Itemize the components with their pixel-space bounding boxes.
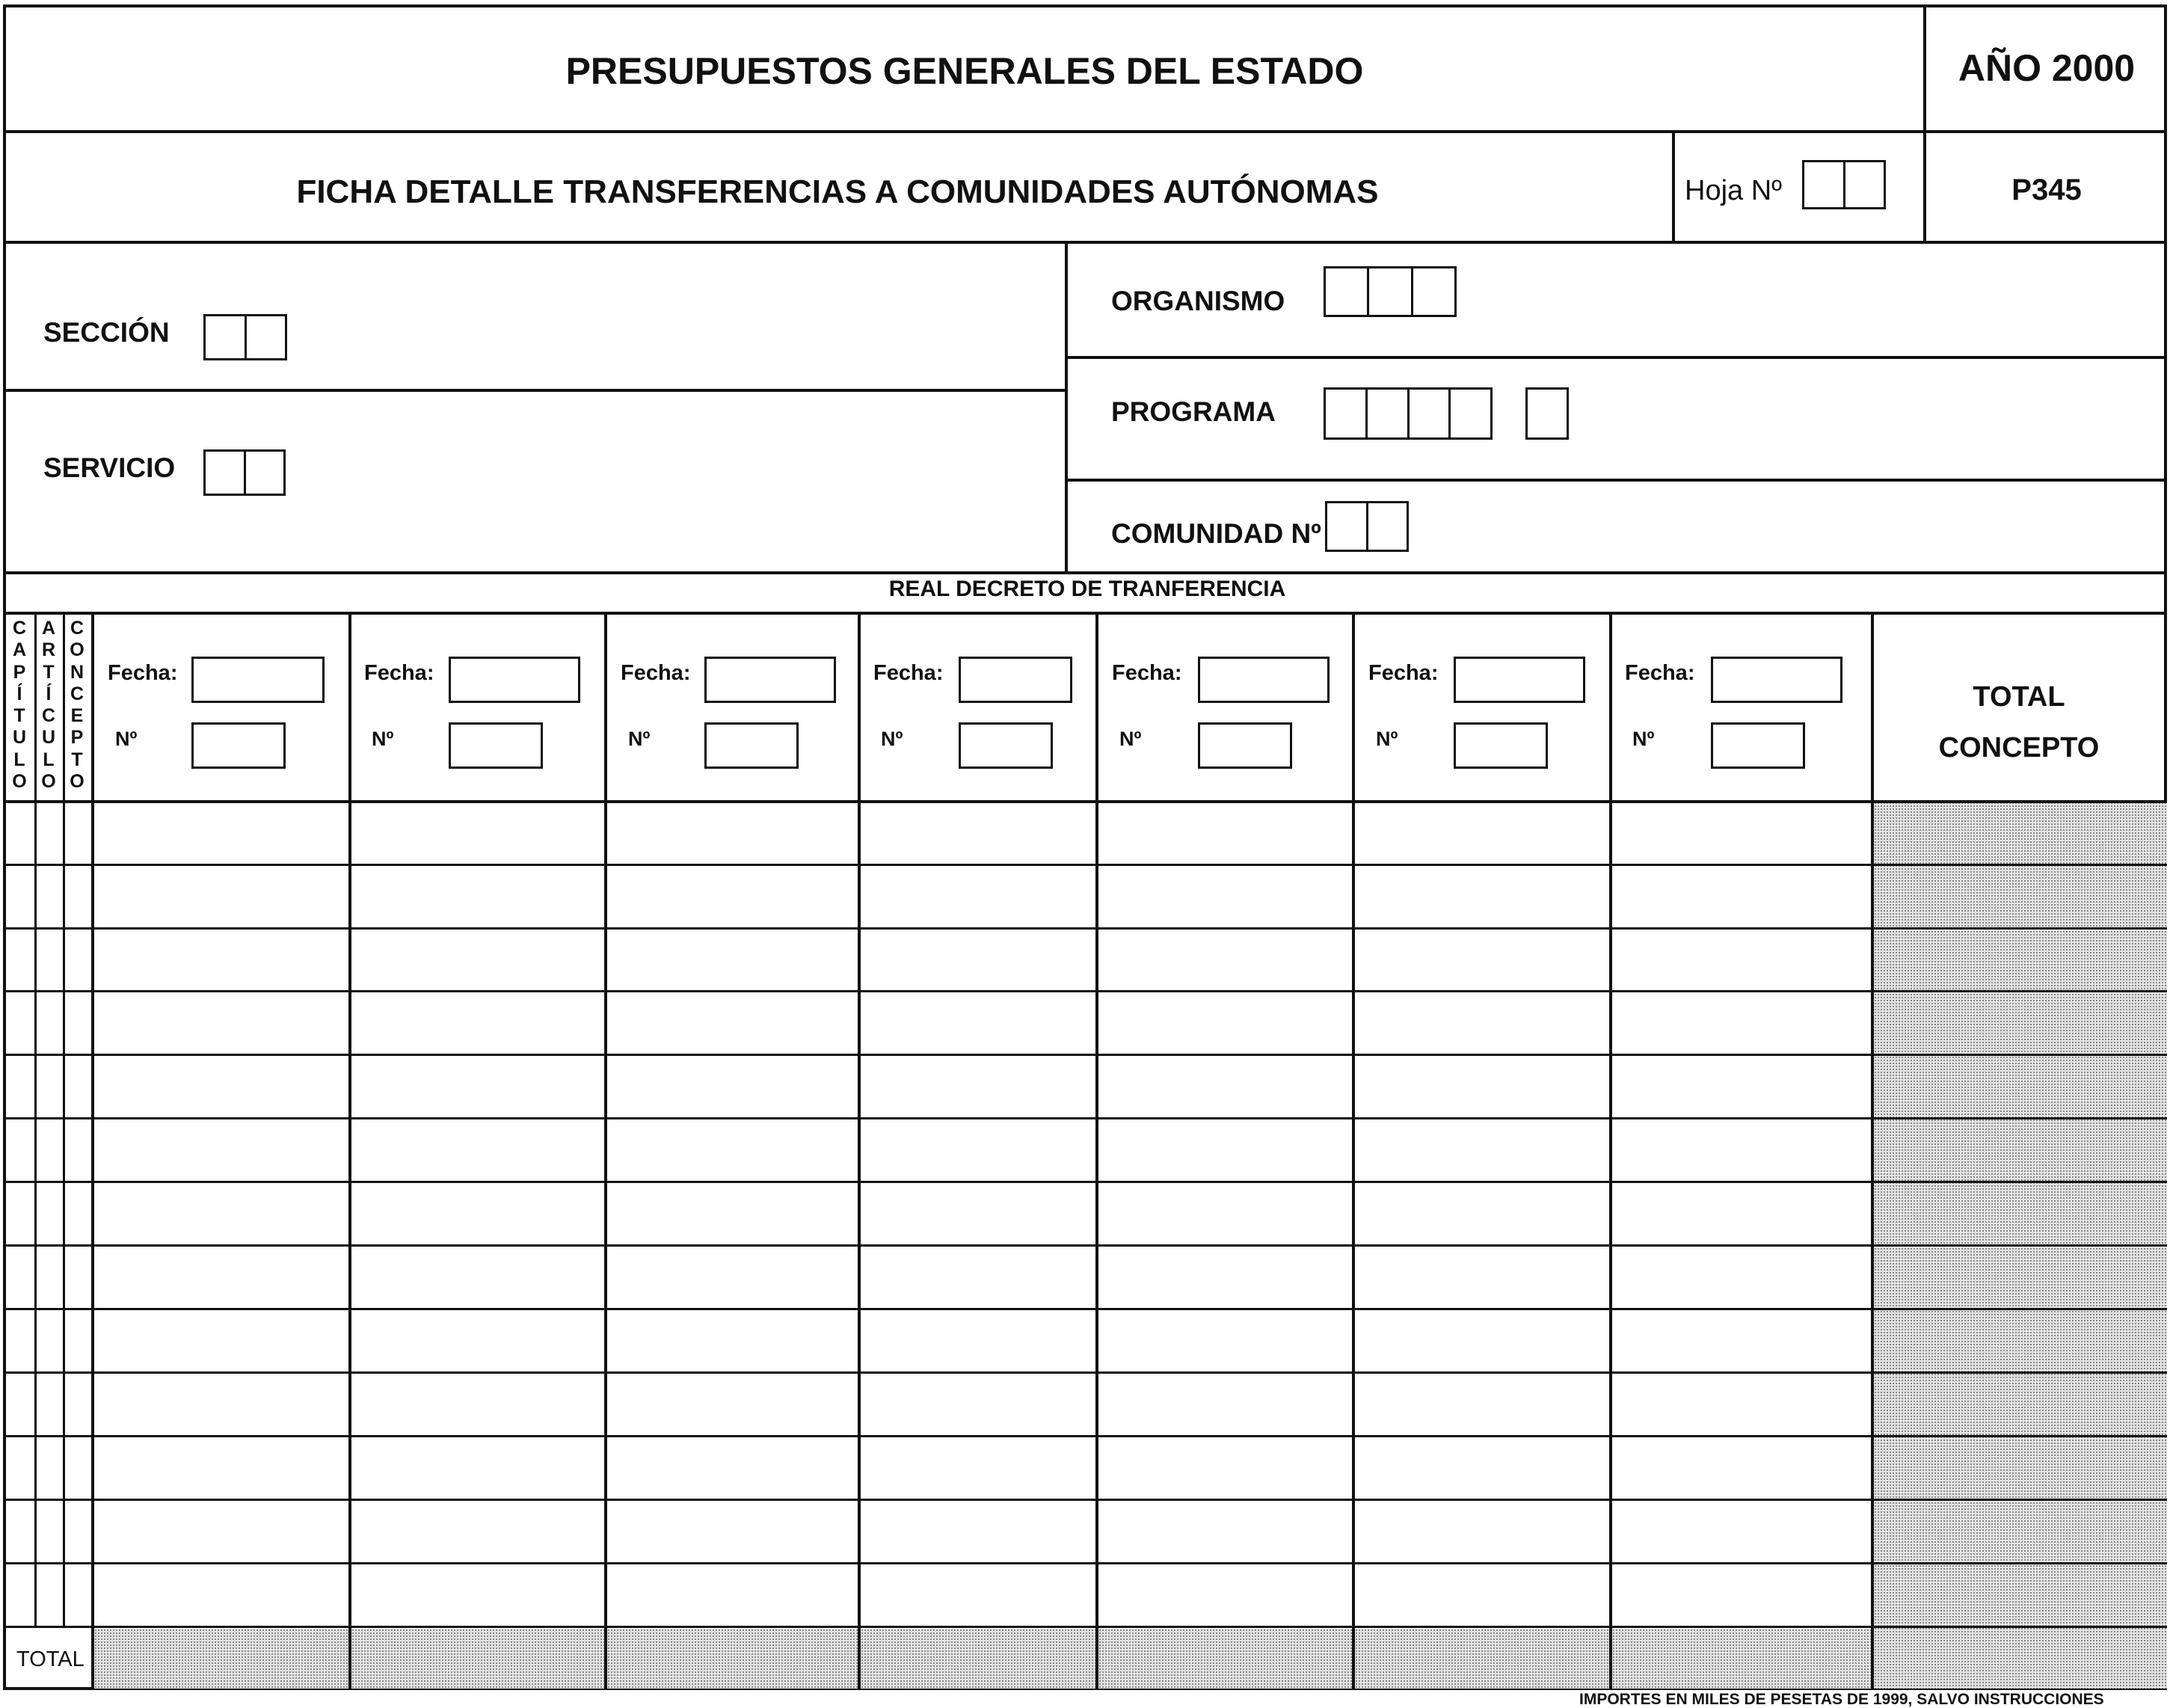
form-subtitle: FICHA DETALLE TRANSFERENCIAS A COMUNIDADES AUTÓNOMAS (296, 173, 1379, 210)
grid-line (3, 1117, 2167, 1119)
table-cell[interactable] (607, 1565, 856, 1624)
table-cell[interactable] (1355, 1120, 1608, 1179)
table-cell[interactable] (351, 1057, 603, 1116)
table-cell[interactable] (607, 1120, 856, 1179)
table-cell[interactable] (7, 1438, 33, 1497)
table-cell[interactable] (1098, 867, 1350, 926)
table-cell[interactable] (94, 803, 347, 862)
table-cell[interactable] (94, 1374, 347, 1434)
table-cell[interactable] (1098, 1247, 1350, 1306)
table-cell[interactable] (607, 1502, 856, 1561)
grid-line (3, 1435, 2167, 1437)
servicio-input[interactable] (203, 449, 286, 496)
grid-line (3, 1308, 2167, 1310)
table-cell[interactable] (94, 1120, 347, 1179)
table-cell[interactable] (66, 1565, 90, 1624)
table-cell[interactable] (351, 1311, 603, 1370)
table-cell[interactable] (66, 930, 90, 989)
table-cell[interactable] (351, 993, 603, 1052)
table-cell[interactable] (37, 1565, 61, 1624)
table-cell[interactable] (7, 1057, 33, 1116)
numero-input-1[interactable] (191, 722, 286, 769)
table-cell[interactable] (1612, 930, 1869, 989)
table-cell[interactable] (7, 867, 33, 926)
fecha-label-3: Fecha: (621, 661, 691, 685)
grid-line (3, 1371, 2167, 1374)
total-row-shaded-cell (861, 1629, 1095, 1689)
table-cell[interactable] (607, 1311, 856, 1370)
fecha-input-5[interactable] (1198, 657, 1330, 703)
vertical-header-letter: T (43, 661, 55, 683)
table-cell[interactable] (861, 867, 1094, 926)
fecha-input-3[interactable] (704, 657, 836, 703)
table-cell[interactable] (1612, 1184, 1869, 1243)
fecha-label-1: Fecha: (108, 661, 178, 685)
table-cell[interactable] (94, 1311, 347, 1370)
table-cell[interactable] (607, 1247, 856, 1306)
table-cell[interactable] (351, 867, 603, 926)
table-cell[interactable] (351, 1565, 603, 1624)
total-row-shaded-cell (607, 1629, 858, 1689)
numero-input-4[interactable] (959, 722, 1053, 769)
table-cell[interactable] (1612, 1120, 1869, 1179)
table-cell[interactable] (1612, 1438, 1869, 1497)
table-cell[interactable] (37, 1057, 61, 1116)
grid-line (3, 990, 2167, 992)
form-title: PRESUPUESTOS GENERALES DEL ESTADO (565, 50, 1364, 92)
vertical-header-letter: R (41, 639, 56, 661)
table-cell[interactable] (37, 1374, 61, 1434)
table-cell[interactable] (861, 1311, 1094, 1370)
total-row-shaded-cell (94, 1629, 348, 1689)
total-row-shaded-cell (1355, 1629, 1609, 1689)
vertical-header-letter: Í (16, 683, 22, 704)
table-cell[interactable] (1612, 1565, 1869, 1624)
table-cell[interactable] (1355, 1184, 1608, 1243)
seccion-input[interactable] (203, 314, 287, 360)
vertical-header-letter: O (70, 639, 84, 661)
vertical-header-letter: O (12, 770, 27, 792)
table-cell[interactable] (607, 803, 856, 862)
programa-input[interactable] (1324, 387, 1493, 440)
capitulo-header (4, 618, 34, 793)
table-cell[interactable] (1098, 1057, 1350, 1116)
total-row-shaded-cell (1612, 1629, 1871, 1689)
table-cell[interactable] (37, 1311, 61, 1370)
vertical-header-letter: E (70, 705, 84, 726)
table-cell[interactable] (607, 930, 856, 989)
vertical-header-letter: O (70, 770, 84, 792)
table-cell[interactable] (351, 1502, 603, 1561)
total-row-shaded-cell (351, 1629, 604, 1689)
table-cell[interactable] (1355, 1247, 1608, 1306)
table-cell[interactable] (66, 867, 90, 926)
form-year: AÑO 2000 (1958, 47, 2136, 89)
table-cell[interactable] (351, 1184, 603, 1243)
vertical-header-letter: L (43, 749, 55, 770)
grid-line (3, 1244, 2167, 1247)
table-cell[interactable] (351, 1120, 603, 1179)
grid-line (3, 1499, 2167, 1501)
numero-input-3[interactable] (704, 722, 799, 769)
table-cell[interactable] (94, 1057, 347, 1116)
servicio-label: SERVICIO (43, 452, 176, 483)
table-cell[interactable] (66, 803, 90, 862)
table-cell[interactable] (66, 1374, 90, 1434)
table-cell[interactable] (7, 1184, 33, 1243)
fecha-label-4: Fecha: (873, 661, 944, 685)
comunidad-label: COMUNIDAD Nº (1111, 518, 1321, 549)
fecha-input-6[interactable] (1454, 657, 1585, 703)
numero-label-1: Nº (115, 728, 138, 750)
vertical-header-letter: N (70, 661, 84, 683)
table-cell[interactable] (861, 1120, 1094, 1179)
vertical-header-letter: A (41, 618, 56, 639)
numero-input-5[interactable] (1198, 722, 1292, 769)
table-cell[interactable] (37, 867, 61, 926)
numero-label-5: Nº (1119, 728, 1142, 750)
table-cell[interactable] (1098, 1502, 1350, 1561)
table-cell[interactable] (94, 930, 347, 989)
vertical-header-letter: C (70, 683, 84, 704)
table-cell[interactable] (1098, 1184, 1350, 1243)
vertical-header-letter: C (41, 705, 56, 726)
table-cell[interactable] (94, 1184, 347, 1243)
vertical-header-letter: P (70, 727, 84, 749)
table-cell[interactable] (351, 930, 603, 989)
vertical-header-letter: T (71, 749, 83, 770)
table-cell[interactable] (351, 803, 603, 862)
table-cell[interactable] (861, 930, 1094, 989)
table-cell[interactable] (66, 1120, 90, 1179)
table-cell[interactable] (37, 1120, 61, 1179)
table-cell[interactable] (7, 1247, 33, 1306)
table-cell[interactable] (94, 993, 347, 1052)
table-cell[interactable] (66, 1311, 90, 1370)
table-cell[interactable] (1098, 1374, 1350, 1434)
fecha-label-5: Fecha: (1112, 661, 1182, 685)
table-cell[interactable] (7, 930, 33, 989)
table-cell[interactable] (1098, 1565, 1350, 1624)
table-cell[interactable] (607, 867, 856, 926)
table-cell[interactable] (1098, 1311, 1350, 1370)
hoja-number-input[interactable] (1802, 160, 1886, 209)
table-cell[interactable] (66, 1247, 90, 1306)
vertical-header-letter: Í (46, 683, 52, 704)
numero-input-7[interactable] (1711, 722, 1805, 769)
table-cell[interactable] (37, 803, 61, 862)
table-cell[interactable] (1355, 1311, 1608, 1370)
real-decreto-title: REAL DECRETO DE TRANFERENCIA (888, 577, 1286, 601)
vertical-header-letter: C (70, 618, 84, 639)
table-cell[interactable] (861, 1565, 1094, 1624)
table-cell[interactable] (94, 867, 347, 926)
table-cell[interactable] (1355, 1565, 1608, 1624)
table-cell[interactable] (66, 1057, 90, 1116)
table-cell[interactable] (94, 1502, 347, 1561)
table-cell[interactable] (37, 1438, 61, 1497)
vertical-header-letter: L (13, 749, 25, 770)
fecha-input-1[interactable] (191, 657, 325, 703)
table-cell[interactable] (7, 1502, 33, 1561)
vertical-header-letter: P (13, 661, 26, 683)
table-cell[interactable] (7, 1565, 33, 1624)
total-row-label: TOTAL (16, 1647, 84, 1671)
table-cell[interactable] (1098, 1438, 1350, 1497)
table-cell[interactable] (94, 1438, 347, 1497)
table-cell[interactable] (37, 930, 61, 989)
organismo-input[interactable] (1324, 266, 1457, 317)
vertical-header-letter: A (12, 639, 27, 661)
table-cell[interactable] (1612, 1311, 1869, 1370)
table-cell[interactable] (861, 1057, 1094, 1116)
table-cell[interactable] (66, 1502, 90, 1561)
table-cell[interactable] (861, 993, 1094, 1052)
concepto-header (63, 618, 91, 793)
fecha-label-2: Fecha: (364, 661, 434, 685)
vertical-header-letter: C (12, 618, 27, 639)
table-cell[interactable] (1612, 1057, 1869, 1116)
seccion-label: SECCIÓN (43, 317, 170, 348)
table-cell[interactable] (7, 1374, 33, 1434)
table-cell[interactable] (351, 1247, 603, 1306)
table-cell[interactable] (7, 1120, 33, 1179)
table-cell[interactable] (861, 1247, 1094, 1306)
fecha-input-4[interactable] (959, 657, 1072, 703)
table-cell[interactable] (66, 1438, 90, 1497)
numero-input-2[interactable] (449, 722, 543, 769)
table-cell[interactable] (607, 993, 856, 1052)
table-cell[interactable] (1355, 993, 1608, 1052)
table-cell[interactable] (1098, 930, 1350, 989)
table-cell[interactable] (1098, 803, 1350, 862)
vertical-header-letter: T (13, 705, 25, 726)
table-cell[interactable] (66, 1184, 90, 1243)
table-cell[interactable] (37, 1502, 61, 1561)
table-cell[interactable] (1612, 1247, 1869, 1306)
table-cell[interactable] (1355, 1374, 1608, 1434)
table-cell[interactable] (1098, 1120, 1350, 1179)
grid-line (1871, 612, 1874, 1689)
grid-line (3, 864, 2167, 866)
numero-label-2: Nº (372, 728, 394, 750)
programa-label: PROGRAMA (1111, 396, 1276, 427)
table-cell[interactable] (94, 1247, 347, 1306)
table-cell[interactable] (7, 1311, 33, 1370)
footer-note: IMPORTES EN MILES DE PESETAS DE 1999, SALVO INSTRUCCIONES (1579, 1691, 2104, 1708)
table-cell[interactable] (607, 1374, 856, 1434)
table-cell[interactable] (607, 1057, 856, 1116)
numero-label-4: Nº (881, 728, 903, 750)
table-cell[interactable] (7, 803, 33, 862)
grid-line (3, 1181, 2167, 1183)
numero-label-3: Nº (628, 728, 651, 750)
comunidad-input[interactable] (1325, 501, 1409, 552)
grid-line (3, 1054, 2167, 1056)
vertical-header-letter: U (12, 727, 27, 749)
numero-label-7: Nº (1632, 728, 1655, 750)
table-cell[interactable] (1098, 993, 1350, 1052)
articulo-header (34, 618, 63, 793)
table-cell[interactable] (37, 1247, 61, 1306)
total-row-shaded-cell (1098, 1629, 1352, 1689)
hoja-label: Hoja Nº (1685, 175, 1783, 206)
table-cell[interactable] (1612, 1502, 1869, 1561)
table-cell[interactable] (861, 803, 1094, 862)
form-code: P345 (2011, 173, 2082, 206)
fecha-input-7[interactable] (1711, 657, 1842, 703)
table-cell[interactable] (351, 1374, 603, 1434)
numero-input-6[interactable] (1454, 722, 1548, 769)
organismo-label: ORGANISMO (1111, 286, 1285, 316)
numero-label-6: Nº (1376, 728, 1398, 750)
table-cell[interactable] (37, 1184, 61, 1243)
vertical-header-letter: O (41, 770, 56, 792)
table-cell[interactable] (351, 1438, 603, 1497)
grid-line (3, 927, 2167, 930)
table-cell[interactable] (607, 1438, 856, 1497)
table-cell[interactable] (94, 1565, 347, 1624)
grid-line (3, 1626, 2167, 1628)
fecha-input-2[interactable] (449, 657, 580, 703)
fecha-label-6: Fecha: (1368, 661, 1439, 685)
table-cell[interactable] (861, 1438, 1094, 1497)
table-cell[interactable] (1355, 930, 1608, 989)
table-cell[interactable] (1355, 1438, 1608, 1497)
table-cell[interactable] (1612, 803, 1869, 862)
programa-suffix-input[interactable] (1525, 387, 1569, 440)
table-cell[interactable] (1612, 993, 1869, 1052)
table-cell[interactable] (37, 993, 61, 1052)
total-concepto-header: TOTAL CONCEPTO (1938, 681, 2100, 764)
table-cell[interactable] (1355, 803, 1608, 862)
table-cell[interactable] (1355, 1502, 1608, 1561)
grid-line (3, 1562, 2167, 1564)
table-cell[interactable] (1612, 867, 1869, 926)
table-cell[interactable] (1612, 1374, 1869, 1434)
table-cell[interactable] (1355, 867, 1608, 926)
table-cell[interactable] (861, 1374, 1094, 1434)
fecha-label-7: Fecha: (1625, 661, 1695, 685)
table-cell[interactable] (7, 993, 33, 1052)
table-cell[interactable] (861, 1184, 1094, 1243)
table-cell[interactable] (66, 993, 90, 1052)
vertical-header-letter: U (41, 727, 56, 749)
table-cell[interactable] (861, 1502, 1094, 1561)
table-cell[interactable] (1355, 1057, 1608, 1116)
table-cell[interactable] (607, 1184, 856, 1243)
